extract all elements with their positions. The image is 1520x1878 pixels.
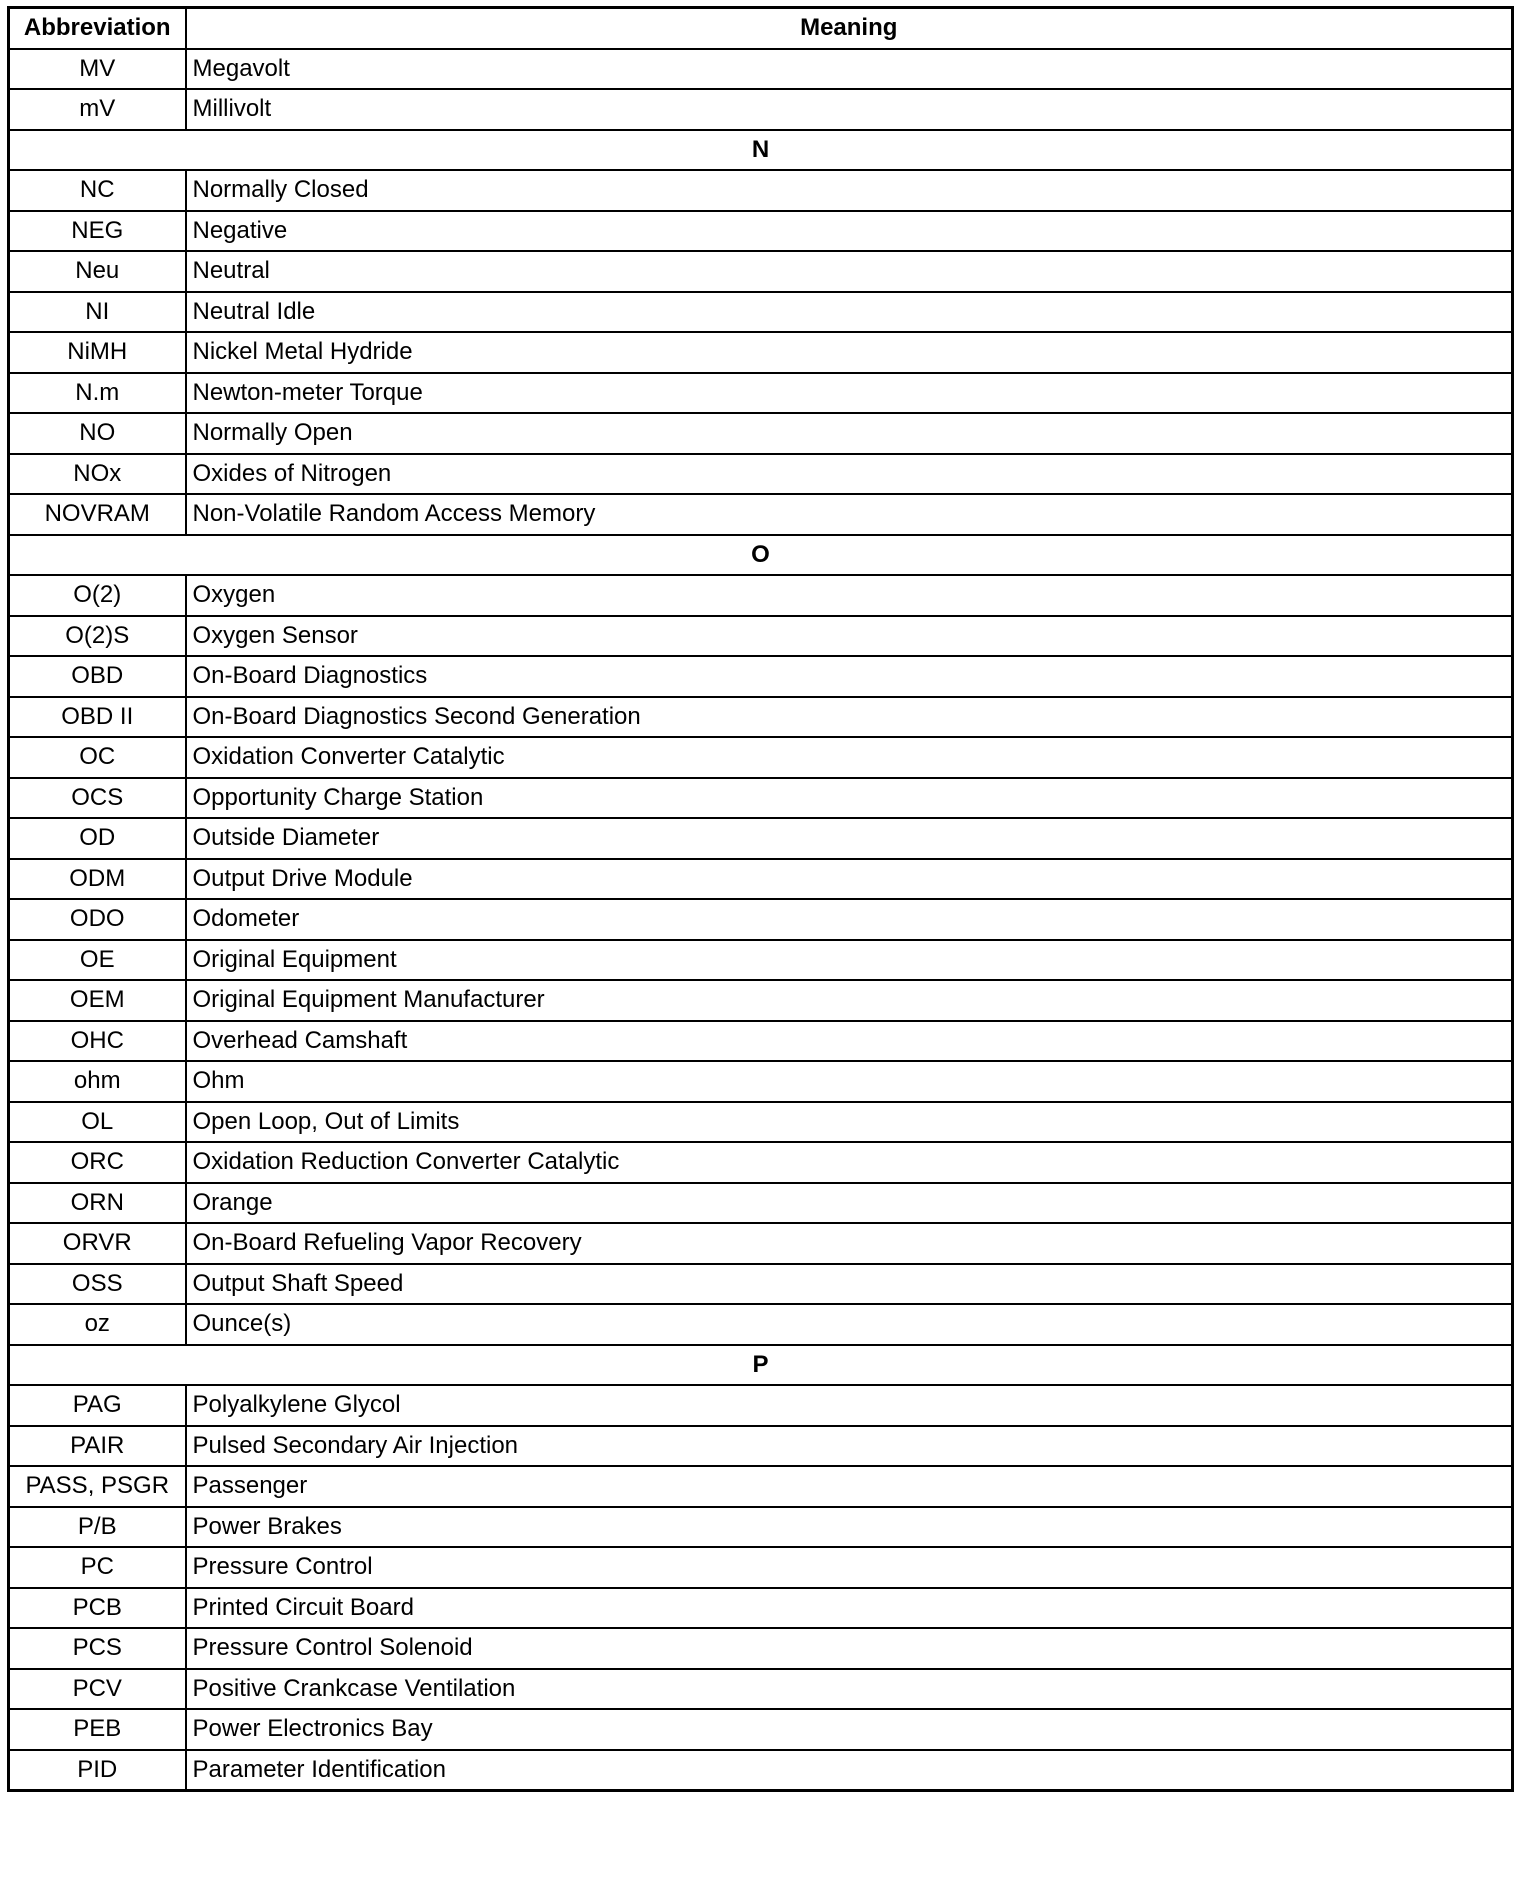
abbreviation-cell: P/B (9, 1507, 186, 1548)
abbreviation-cell: OBD (9, 656, 186, 697)
meaning-cell: Newton-meter Torque (186, 373, 1513, 414)
abbreviation-cell: PCB (9, 1588, 186, 1629)
table-row (9, 89, 1513, 130)
meaning-cell: Passenger (186, 1466, 1513, 1507)
meaning-cell: Polyalkylene Glycol (186, 1385, 1513, 1426)
meaning-cell: Output Shaft Speed (186, 1264, 1513, 1305)
table-row (9, 413, 1513, 454)
meaning-cell: Oxidation Converter Catalytic (186, 737, 1513, 778)
abbreviation-cell: ODM (9, 859, 186, 900)
section-heading: P (9, 1345, 1513, 1386)
abbreviation-cell: ORC (9, 1142, 186, 1183)
meaning-cell: Orange (186, 1183, 1513, 1224)
abbreviation-cell: PEB (9, 1709, 186, 1750)
meaning-cell: On-Board Diagnostics Second Generation (186, 697, 1513, 738)
table-row (9, 373, 1513, 414)
section-row (9, 130, 1513, 171)
abbreviation-cell: OD (9, 818, 186, 859)
table-row (9, 211, 1513, 252)
meaning-cell: Power Electronics Bay (186, 1709, 1513, 1750)
table-row (9, 1021, 1513, 1062)
abbreviation-cell: OCS (9, 778, 186, 819)
table-row (9, 899, 1513, 940)
abbreviation-cell: NEG (9, 211, 186, 252)
abbreviation-cell: O(2)S (9, 616, 186, 657)
header-abbreviation: Abbreviation (9, 8, 186, 49)
abbreviation-cell: PID (9, 1750, 186, 1791)
meaning-cell: Oxygen Sensor (186, 616, 1513, 657)
abbreviation-cell: PCS (9, 1628, 186, 1669)
meaning-cell: Pressure Control (186, 1547, 1513, 1588)
abbreviation-cell: PAG (9, 1385, 186, 1426)
table-row (9, 1061, 1513, 1102)
table-row (9, 1385, 1513, 1426)
table-row (9, 170, 1513, 211)
table-row (9, 1709, 1513, 1750)
table-row (9, 454, 1513, 495)
table-row (9, 1102, 1513, 1143)
section-row (9, 1345, 1513, 1386)
abbreviation-cell: OL (9, 1102, 186, 1143)
table-body (9, 49, 1513, 1791)
meaning-cell: On-Board Diagnostics (186, 656, 1513, 697)
table-row (9, 940, 1513, 981)
table-row (9, 1142, 1513, 1183)
abbreviation-cell: MV (9, 49, 186, 90)
table-row (9, 818, 1513, 859)
abbreviation-cell: PASS, PSGR (9, 1466, 186, 1507)
table-row (9, 1669, 1513, 1710)
meaning-cell: Parameter Identification (186, 1750, 1513, 1791)
meaning-cell: Oxygen (186, 575, 1513, 616)
table-row (9, 737, 1513, 778)
abbreviation-cell: OEM (9, 980, 186, 1021)
meaning-cell: Original Equipment Manufacturer (186, 980, 1513, 1021)
meaning-cell: Millivolt (186, 89, 1513, 130)
abbreviation-cell: PAIR (9, 1426, 186, 1467)
meaning-cell: Overhead Camshaft (186, 1021, 1513, 1062)
abbreviation-cell: ODO (9, 899, 186, 940)
meaning-cell: Ounce(s) (186, 1304, 1513, 1345)
meaning-cell: Outside Diameter (186, 818, 1513, 859)
table-row (9, 859, 1513, 900)
abbreviation-table (7, 6, 1514, 1792)
table-row (9, 1628, 1513, 1669)
abbreviation-cell: ORVR (9, 1223, 186, 1264)
meaning-cell: Normally Closed (186, 170, 1513, 211)
meaning-cell: Pressure Control Solenoid (186, 1628, 1513, 1669)
section-row (9, 535, 1513, 576)
abbreviation-cell: NO (9, 413, 186, 454)
meaning-cell: Odometer (186, 899, 1513, 940)
header-meaning: Meaning (186, 8, 1513, 49)
abbreviation-cell: NOx (9, 454, 186, 495)
abbreviation-cell: NOVRAM (9, 494, 186, 535)
table-row (9, 616, 1513, 657)
abbreviation-cell: OSS (9, 1264, 186, 1305)
abbreviation-cell: PC (9, 1547, 186, 1588)
table-row (9, 1750, 1513, 1791)
table-row (9, 292, 1513, 333)
table-row (9, 656, 1513, 697)
table-row (9, 1264, 1513, 1305)
meaning-cell: Megavolt (186, 49, 1513, 90)
abbreviation-cell: N.m (9, 373, 186, 414)
table-header-row (9, 8, 1513, 49)
abbreviation-cell: ORN (9, 1183, 186, 1224)
meaning-cell: Oxidation Reduction Converter Catalytic (186, 1142, 1513, 1183)
abbreviation-cell: OE (9, 940, 186, 981)
abbreviation-cell: NiMH (9, 332, 186, 373)
table-row (9, 1426, 1513, 1467)
table-row (9, 1304, 1513, 1345)
meaning-cell: Printed Circuit Board (186, 1588, 1513, 1629)
meaning-cell: On-Board Refueling Vapor Recovery (186, 1223, 1513, 1264)
meaning-cell: Pulsed Secondary Air Injection (186, 1426, 1513, 1467)
meaning-cell: Ohm (186, 1061, 1513, 1102)
meaning-cell: Open Loop, Out of Limits (186, 1102, 1513, 1143)
table-row (9, 697, 1513, 738)
table-row (9, 1588, 1513, 1629)
table-row (9, 1223, 1513, 1264)
table-row (9, 1507, 1513, 1548)
table-row (9, 494, 1513, 535)
meaning-cell: Nickel Metal Hydride (186, 332, 1513, 373)
table-row (9, 778, 1513, 819)
table-row (9, 49, 1513, 90)
abbreviation-cell: NC (9, 170, 186, 211)
meaning-cell: Normally Open (186, 413, 1513, 454)
abbreviation-cell: NI (9, 292, 186, 333)
meaning-cell: Negative (186, 211, 1513, 252)
meaning-cell: Neutral Idle (186, 292, 1513, 333)
table-row (9, 251, 1513, 292)
meaning-cell: Opportunity Charge Station (186, 778, 1513, 819)
abbreviation-cell: OHC (9, 1021, 186, 1062)
abbreviation-cell: ohm (9, 1061, 186, 1102)
abbreviation-cell: PCV (9, 1669, 186, 1710)
table-row (9, 1183, 1513, 1224)
meaning-cell: Original Equipment (186, 940, 1513, 981)
section-heading: N (9, 130, 1513, 171)
meaning-cell: Non-Volatile Random Access Memory (186, 494, 1513, 535)
meaning-cell: Neutral (186, 251, 1513, 292)
meaning-cell: Positive Crankcase Ventilation (186, 1669, 1513, 1710)
table-row (9, 575, 1513, 616)
abbreviation-cell: mV (9, 89, 186, 130)
table-row (9, 1547, 1513, 1588)
meaning-cell: Output Drive Module (186, 859, 1513, 900)
abbreviation-cell: OBD II (9, 697, 186, 738)
abbreviation-cell: OC (9, 737, 186, 778)
meaning-cell: Oxides of Nitrogen (186, 454, 1513, 495)
table-row (9, 980, 1513, 1021)
abbreviation-cell: oz (9, 1304, 186, 1345)
table-row (9, 332, 1513, 373)
abbreviation-cell: Neu (9, 251, 186, 292)
table-row (9, 1466, 1513, 1507)
section-heading: O (9, 535, 1513, 576)
abbreviation-cell: O(2) (9, 575, 186, 616)
meaning-cell: Power Brakes (186, 1507, 1513, 1548)
